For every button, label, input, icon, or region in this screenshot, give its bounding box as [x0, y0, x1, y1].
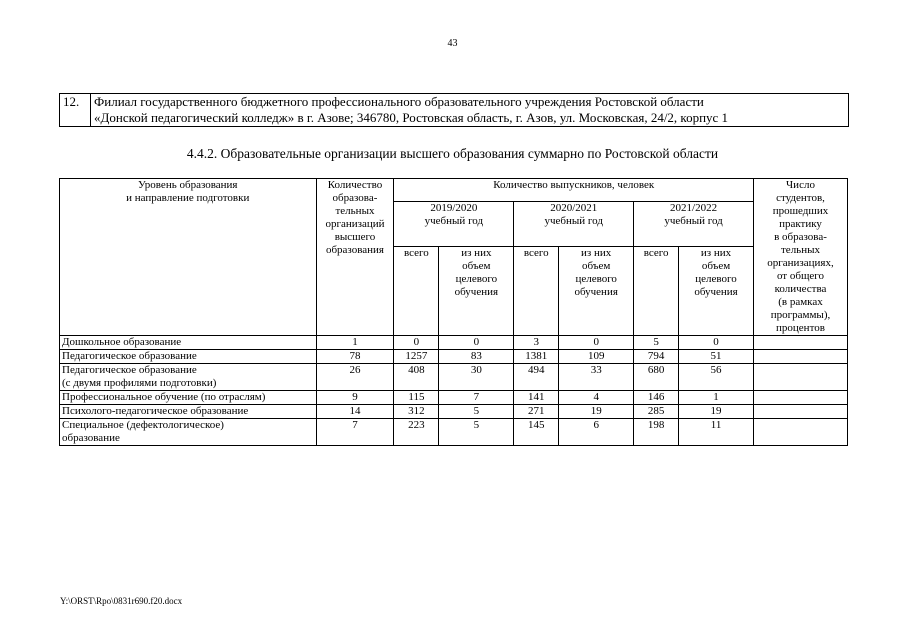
header-level-line: Уровень образования — [137, 179, 238, 191]
row-value: 6 — [559, 419, 634, 446]
row-value: 146 — [634, 391, 679, 405]
row-value: 83 — [439, 350, 514, 364]
header-year-line: учебный год — [664, 215, 723, 228]
row-name-line: Профессиональное обучение (по отраслям) — [62, 391, 266, 403]
row-value: 3 — [514, 336, 559, 350]
header-line: объем — [701, 260, 731, 273]
row-practice — [753, 391, 847, 405]
organization-number: 12. — [60, 94, 91, 127]
row-value: 19 — [559, 405, 634, 419]
organization-row — [60, 94, 849, 127]
header-year-line: 2021/2022 — [670, 202, 718, 215]
organization-name-line-1: Филиал государственного бюджетного профессионального образовательного учреждения Ростовской области — [94, 94, 704, 109]
row-value: 1 — [679, 391, 754, 405]
table-row — [60, 350, 848, 364]
header-line: в образова- — [774, 231, 827, 243]
footer-file-path: Y:\ORST\Rpo\0831r690.f20.docx — [60, 596, 183, 606]
row-orgs: 14 — [316, 405, 394, 419]
table-row — [60, 405, 848, 419]
header-line: высшего — [334, 231, 376, 243]
row-name-line: Педагогическое образование — [62, 350, 197, 362]
row-value: 0 — [679, 336, 754, 350]
header-targeted — [559, 247, 634, 336]
header-line: обучения — [454, 286, 499, 299]
table-row — [60, 391, 848, 405]
header-line: образова- — [332, 192, 378, 204]
row-value: 1381 — [514, 350, 559, 364]
header-line: студентов, — [776, 192, 825, 204]
organization-name — [91, 94, 849, 127]
row-name — [60, 405, 317, 419]
organization-table — [59, 93, 849, 127]
row-value: 0 — [394, 336, 439, 350]
header-line: обучения — [694, 286, 738, 299]
row-value: 271 — [514, 405, 559, 419]
row-value: 33 — [559, 364, 634, 391]
row-name-line: Психолого-педагогическое образование — [62, 405, 249, 417]
row-name-line: Дошкольное образование — [62, 336, 182, 348]
row-orgs: 9 — [316, 391, 394, 405]
header-line: от общего — [776, 270, 825, 282]
header-line: целевого — [455, 273, 498, 286]
row-value: 30 — [439, 364, 514, 391]
row-value: 285 — [634, 405, 679, 419]
table-row — [60, 419, 848, 446]
row-practice — [753, 350, 847, 364]
row-value: 4 — [559, 391, 634, 405]
row-value: 1257 — [394, 350, 439, 364]
row-practice — [753, 419, 847, 446]
row-practice — [753, 336, 847, 350]
header-targeted — [439, 247, 514, 336]
row-name-line: образование — [62, 432, 120, 444]
header-line: процентов — [776, 322, 825, 334]
row-value: 19 — [679, 405, 754, 419]
row-value: 11 — [679, 419, 754, 446]
header-line: практику — [779, 218, 822, 230]
header-line: прошедших — [772, 205, 829, 217]
row-orgs: 78 — [316, 350, 394, 364]
header-total: всего — [634, 247, 679, 336]
header-line: тельных — [781, 244, 820, 256]
header-org-count — [316, 179, 394, 336]
organization-name-line-2: «Донской педагогический колледж» в г. Азове; 346780, Ростовская область, г. Азов, ул. Московская, 24/2, корпус 1 — [94, 110, 729, 125]
header-line: из них — [700, 247, 732, 260]
header-line: тельных — [335, 205, 375, 217]
header-line: целевого — [575, 273, 617, 286]
header-line: из них — [581, 247, 612, 260]
header-year-line: учебный год — [544, 215, 603, 228]
row-value: 312 — [394, 405, 439, 419]
row-value: 680 — [634, 364, 679, 391]
header-total: всего — [514, 247, 559, 336]
row-value: 223 — [394, 419, 439, 446]
row-value: 408 — [394, 364, 439, 391]
table-row — [60, 336, 848, 350]
header-line: программы), — [770, 309, 831, 321]
row-value: 794 — [634, 350, 679, 364]
row-value: 494 — [514, 364, 559, 391]
header-year-line: учебный год — [424, 215, 484, 228]
header-line: обучения — [574, 286, 618, 299]
row-value: 141 — [514, 391, 559, 405]
header-line: объем — [582, 260, 611, 273]
row-value: 0 — [559, 336, 634, 350]
row-value: 56 — [679, 364, 754, 391]
row-value: 5 — [439, 419, 514, 446]
header-line: объем — [462, 260, 491, 273]
header-level — [60, 179, 317, 336]
row-name-line: Педагогическое образование — [62, 364, 197, 376]
header-line: целевого — [695, 273, 737, 286]
row-name — [60, 350, 317, 364]
header-year-line: 2020/2021 — [550, 202, 598, 215]
header-level-line: и направление подготовки — [126, 192, 250, 204]
row-value: 5 — [634, 336, 679, 350]
row-value: 198 — [634, 419, 679, 446]
header-line: организаций — [325, 218, 385, 230]
row-name — [60, 336, 317, 350]
row-value: 109 — [559, 350, 634, 364]
row-value: 7 — [439, 391, 514, 405]
graduates-table — [59, 178, 848, 446]
row-value: 115 — [394, 391, 439, 405]
row-practice — [753, 405, 847, 419]
header-total: всего — [394, 247, 439, 336]
row-name — [60, 419, 317, 446]
header-year-2021 — [634, 202, 754, 247]
header-line: из них — [461, 247, 492, 260]
row-value: 5 — [439, 405, 514, 419]
section-heading: 4.4.2. Образовательные организации высшего образования суммарно по Ростовской области — [186, 146, 719, 161]
row-orgs: 7 — [316, 419, 394, 446]
header-line: образования — [325, 244, 384, 256]
header-line: Число — [786, 179, 815, 191]
header-practice-percent — [753, 179, 847, 336]
header-row-1 — [60, 179, 848, 202]
header-targeted — [679, 247, 754, 336]
row-name-line: Специальное (дефектологическое) — [62, 419, 224, 431]
header-line: (в рамках — [778, 296, 823, 308]
row-value: 51 — [679, 350, 754, 364]
page-number: 43 — [447, 38, 458, 49]
row-name — [60, 364, 317, 391]
table-row — [60, 364, 848, 391]
row-value: 0 — [439, 336, 514, 350]
header-graduates: Количество выпускников, человек — [394, 179, 754, 202]
row-orgs: 1 — [316, 336, 394, 350]
header-year-2019 — [394, 202, 514, 247]
header-year-2020 — [514, 202, 634, 247]
header-line: организациях, — [767, 257, 834, 269]
row-practice — [753, 364, 847, 391]
row-name — [60, 391, 317, 405]
row-name-line: (с двумя профилями подготовки) — [62, 377, 217, 389]
header-line: количества — [774, 283, 827, 295]
header-year-line: 2019/2020 — [430, 202, 478, 215]
row-value: 145 — [514, 419, 559, 446]
row-orgs: 26 — [316, 364, 394, 391]
header-line: Количество — [327, 179, 383, 191]
